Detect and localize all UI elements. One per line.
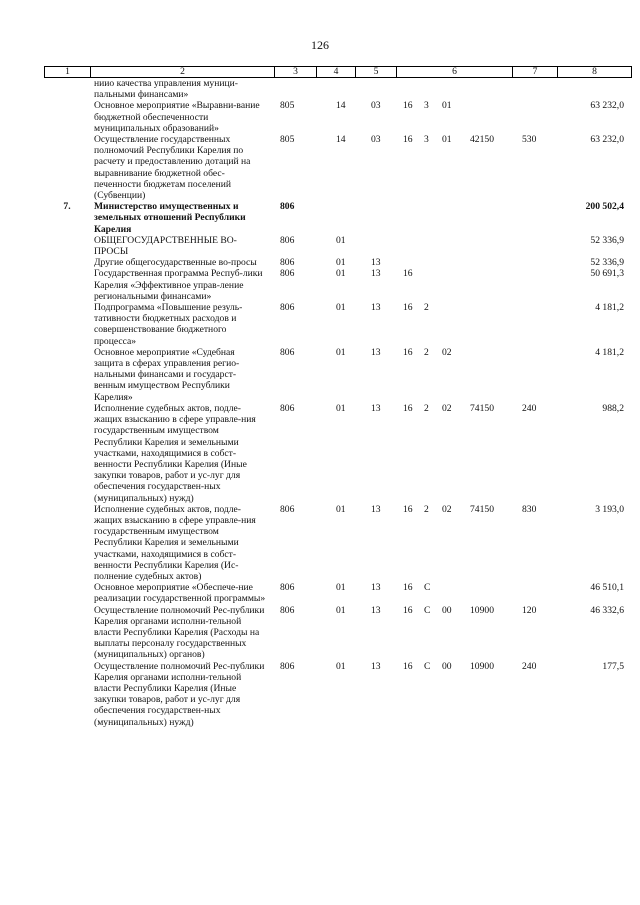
- cell-col-5: 13: [371, 268, 381, 280]
- cell-col-6-program: 16: [403, 100, 413, 112]
- cell-col-8-amount: 52 336,9: [590, 257, 624, 269]
- cell-col-2-name: Исполнение судебных актов, подле-жащих взысканию в сфере управле-ния государственным имуществом Республики Карелия и земельными участками, находящимися в собст-венности Республики Карелия (Ис-полнение судебных актов): [94, 503, 256, 582]
- header-col-6: 6: [397, 67, 513, 77]
- table-row: [44, 582, 632, 604]
- cell-col-2-name: Государственная программа Респуб-лики Карелия «Эффективное управ-ление региональными финансами»: [94, 268, 263, 302]
- cell-col-8-amount: 46 332,6: [590, 604, 624, 616]
- cell-col-6-subprogram: С: [424, 582, 431, 594]
- cell-col-5: 13: [371, 402, 381, 414]
- cell-col-7: 830: [522, 503, 537, 515]
- header-col-7: 7: [513, 67, 558, 77]
- cell-col-4: 01: [336, 582, 346, 594]
- table-row: [44, 605, 632, 661]
- cell-col-8-amount: 177,5: [602, 660, 624, 672]
- cell-col-6-program: 16: [403, 604, 413, 616]
- cell-col-5: 13: [371, 582, 381, 594]
- cell-col-6-direction: 10900: [470, 604, 494, 616]
- cell-col-3: 806: [280, 268, 295, 280]
- cell-col-3: 806: [280, 302, 295, 314]
- cell-col-4: 01: [336, 257, 346, 269]
- cell-col-5: 13: [371, 660, 381, 672]
- cell-col-8-amount: 50 691,3: [590, 268, 624, 280]
- table-row: [44, 78, 632, 100]
- cell-col-7: 240: [522, 660, 537, 672]
- cell-col-6-subprogram: 3: [424, 134, 429, 146]
- cell-col-2-name: ОБЩЕГОСУДАРСТВЕННЫЕ ВО-ПРОСЫ: [94, 234, 237, 258]
- cell-col-3: 805: [280, 100, 295, 112]
- header-col-2: 2: [91, 67, 275, 77]
- cell-col-2-name: ниио качества управления муници-пальными финансами»: [94, 78, 238, 101]
- cell-col-6-subprogram: 2: [424, 346, 429, 358]
- cell-col-3: 806: [280, 503, 295, 515]
- header-col-8: 8: [592, 66, 597, 77]
- table-header-row: [44, 66, 632, 78]
- cell-col-6-subprogram: С: [424, 604, 431, 616]
- cell-col-8-amount: 52 336,9: [590, 234, 624, 246]
- cell-col-3: 806: [280, 201, 295, 213]
- cell-col-2-name: Основное мероприятие «Обеспече-ние реализации государственной программы»: [94, 582, 266, 605]
- cell-col-2-name: Министерство имущественных и земельных отношений Республики Карелия: [94, 201, 246, 235]
- cell-col-6-program: 16: [403, 660, 413, 672]
- cell-col-6-event: 02: [442, 402, 452, 414]
- cell-col-2-name: Исполнение судебных актов, подле-жащих взысканию в сфере управле-ния государственным имуществом Республики Карелия и земельными участками, находящимися в собст-венности Республики Карелия (Иные закупки товаров, работ и ус-луг для обеспечения государствен-ных (муниципальных) нужд): [94, 402, 256, 504]
- cell-col-6-direction: 74150: [470, 402, 494, 414]
- cell-col-5: 13: [371, 302, 381, 314]
- cell-col-6-program: 16: [403, 134, 413, 146]
- cell-col-2-name: Основное мероприятие «Судебная защита в сферах управления регио-нальными финансами и государст-венным имуществом Республики Карелия»: [94, 346, 240, 403]
- cell-col-5: 13: [371, 604, 381, 616]
- cell-col-8-amount: 46 510,1: [590, 582, 624, 594]
- table-row: [44, 661, 632, 728]
- cell-col-4: 01: [336, 402, 346, 414]
- cell-col-8-amount: 4 181,2: [595, 346, 624, 358]
- page-number: 126: [311, 38, 329, 52]
- cell-col-8-amount: 63 232,0: [590, 100, 624, 112]
- cell-col-6-event: 01: [442, 134, 452, 146]
- table-row: [44, 100, 632, 134]
- cell-col-3: 806: [280, 582, 295, 594]
- table-row: [44, 235, 632, 257]
- table-row: [44, 257, 632, 268]
- cell-col-4: 01: [336, 268, 346, 280]
- cell-col-6-subprogram: 2: [424, 302, 429, 314]
- header-col-1: 1: [45, 67, 91, 77]
- cell-col-4: 01: [336, 660, 346, 672]
- cell-col-6-event: 02: [442, 503, 452, 515]
- cell-col-2-name: Подпрограмма «Повышение резуль-тативности бюджетных расходов и совершенствование бюджетного процесса»: [94, 302, 243, 347]
- header-col-4: 4: [317, 67, 356, 77]
- cell-col-4: 14: [336, 134, 346, 146]
- cell-col-4: 14: [336, 100, 346, 112]
- cell-col-6-program: 16: [403, 503, 413, 515]
- cell-col-8-amount: 3 193,0: [595, 503, 624, 515]
- cell-col-4: 01: [336, 234, 346, 246]
- cell-col-7: 240: [522, 402, 537, 414]
- cell-col-3: 806: [280, 402, 295, 414]
- cell-col-2-name: Осуществление полномочий Рес-публики Карелия органами исполни-тельной власти Республики Карелия (Иные закупки товаров, работ и ус-луг для обеспечения государствен-ных (муниципальных) нужд): [94, 660, 265, 728]
- cell-col-7: 530: [522, 134, 537, 146]
- row-number: 7.: [63, 201, 71, 213]
- cell-col-2-name: Другие общегосударственные во-просы: [94, 257, 257, 269]
- cell-col-8-amount: 988,2: [602, 402, 624, 414]
- cell-col-6-program: 16: [403, 346, 413, 358]
- cell-col-6-event: 02: [442, 346, 452, 358]
- cell-col-6-direction: 74150: [470, 503, 494, 515]
- table-row: [44, 504, 632, 582]
- cell-col-6-event: 00: [442, 660, 452, 672]
- cell-col-3: 806: [280, 257, 295, 269]
- cell-col-3: 806: [280, 660, 295, 672]
- cell-col-2-name: Основное мероприятие «Выравни-вание бюджетной обеспеченности муниципальных образований»: [94, 100, 260, 134]
- cell-col-2-name: Осуществление полномочий Рес-публики Карелия органами исполни-тельной власти Республики Карелия (Расходы на выплаты персоналу государственных (муниципальных) органов): [94, 604, 265, 661]
- cell-col-8-amount: 4 181,2: [595, 302, 624, 314]
- table-row: [44, 201, 632, 235]
- table-row: [44, 134, 632, 201]
- cell-col-3: 805: [280, 134, 295, 146]
- cell-col-4: 01: [336, 604, 346, 616]
- cell-col-8-amount: 63 232,0: [590, 134, 624, 146]
- header-col-5: 5: [356, 67, 397, 77]
- cell-col-6-subprogram: 2: [424, 503, 429, 515]
- cell-col-4: 01: [336, 302, 346, 314]
- cell-col-5: 03: [371, 100, 381, 112]
- cell-col-5: 03: [371, 134, 381, 146]
- table-row: [44, 347, 632, 403]
- table-row: [44, 302, 632, 347]
- budget-table: [44, 66, 632, 728]
- cell-col-6-subprogram: С: [424, 660, 431, 672]
- cell-col-3: 806: [280, 234, 295, 246]
- cell-col-4: 01: [336, 346, 346, 358]
- table-body: [44, 78, 632, 728]
- cell-col-6-subprogram: 3: [424, 100, 429, 112]
- cell-col-5: 13: [371, 257, 381, 269]
- cell-col-6-direction: 42150: [470, 134, 494, 146]
- table-row: [44, 403, 632, 504]
- cell-col-6-program: 16: [403, 402, 413, 414]
- cell-col-7: 120: [522, 604, 537, 616]
- cell-col-5: 13: [371, 503, 381, 515]
- cell-col-6-program: 16: [403, 268, 413, 280]
- cell-col-6-subprogram: 2: [424, 402, 429, 414]
- cell-col-8-amount: 200 502,4: [585, 201, 624, 213]
- cell-col-6-event: 00: [442, 604, 452, 616]
- cell-col-4: 01: [336, 503, 346, 515]
- cell-col-6-direction: 10900: [470, 660, 494, 672]
- cell-col-3: 806: [280, 346, 295, 358]
- cell-col-5: 13: [371, 346, 381, 358]
- cell-col-6-program: 16: [403, 582, 413, 594]
- cell-col-6-event: 01: [442, 100, 452, 112]
- table-row: [44, 268, 632, 302]
- header-col-3: 3: [275, 67, 317, 77]
- cell-col-3: 806: [280, 604, 295, 616]
- cell-col-6-program: 16: [403, 302, 413, 314]
- cell-col-2-name: Осуществление государственных полномочий Республики Карелия по расчету и предоставлению дотаций на выравнивание бюджетной обес-печенности бюджетам поселений (Субвенции): [94, 134, 251, 202]
